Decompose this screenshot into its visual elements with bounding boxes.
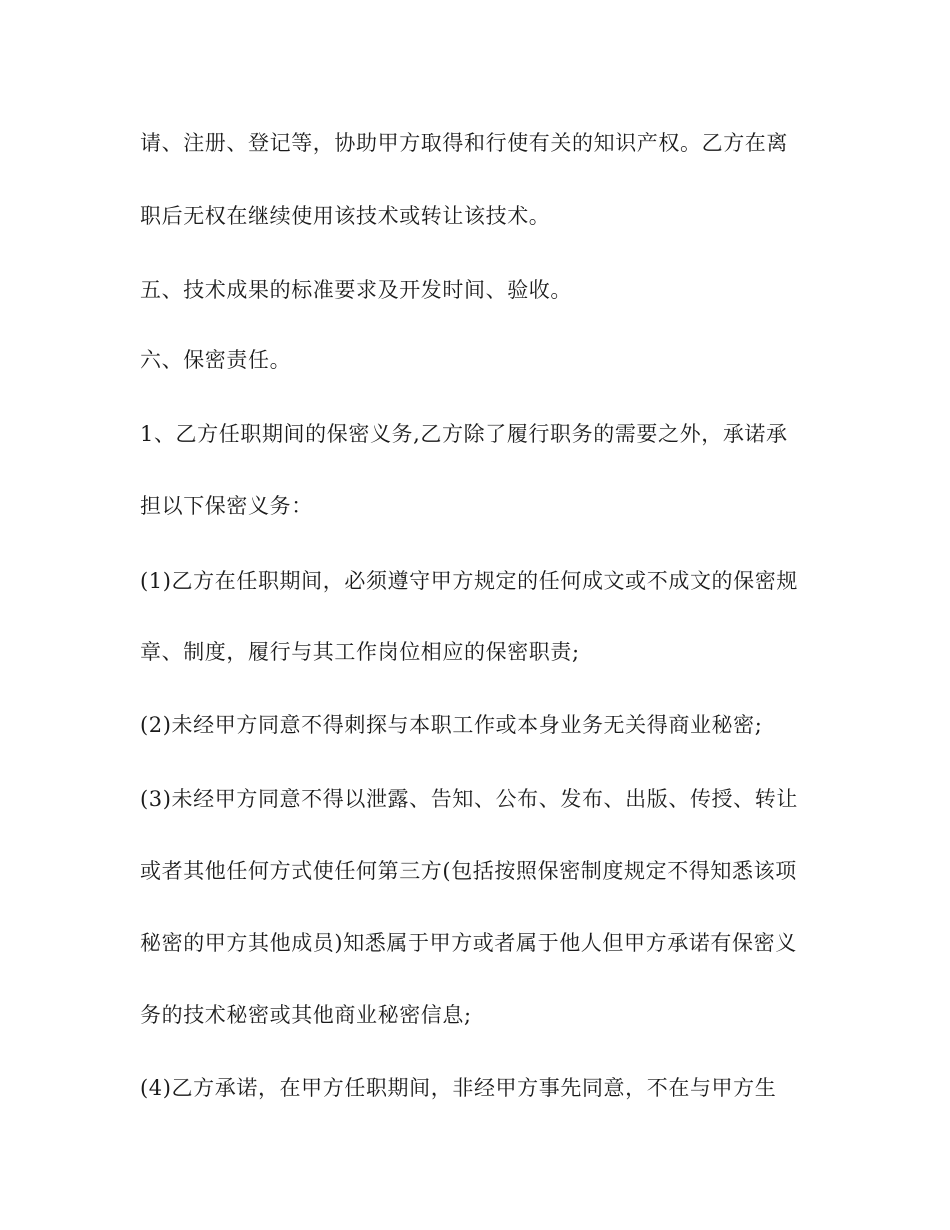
text-line: (4)乙方承诺，在甲方任职期间，非经甲方事先同意，不在与甲方生 (140, 1076, 777, 1100)
text-line: 秘密的甲方其他成员)知悉属于甲方或者属于他人但甲方承诺有保密义 (140, 931, 797, 955)
text-line: 职后无权在继续使用该技术或转让该技术。 (140, 204, 551, 228)
text-line: 请、注册、登记等，协助甲方取得和行使有关的知识产权。乙方在离 (140, 131, 788, 155)
text-line: 担以下保密义务： (140, 494, 313, 518)
text-line: 或者其他任何方式使任何第三方(包括按照保密制度规定不得知悉该项 (140, 859, 797, 883)
text-line: 务的技术秘密或其他商业秘密信息; (140, 1003, 472, 1027)
text-line: 五、技术成果的标准要求及开发时间、验收。 (140, 278, 572, 302)
text-line: 六、保密责任。 (140, 348, 292, 372)
text-line: (3)未经甲方同意不得以泄露、告知、公布、发布、出版、传授、转让 (140, 787, 798, 811)
text-line: 1、乙方任职期间的保密义务,乙方除了履行职务的需要之外，承诺承 (140, 422, 788, 446)
text-line: 章、制度，履行与其工作岗位相应的保密职责; (140, 640, 580, 664)
text-line: (2)未经甲方同意不得刺探与本职工作或本身业务无关得商业秘密; (140, 713, 763, 737)
text-line: (1)乙方在任职期间，必须遵守甲方规定的任何成文或不成文的保密规 (140, 569, 798, 593)
